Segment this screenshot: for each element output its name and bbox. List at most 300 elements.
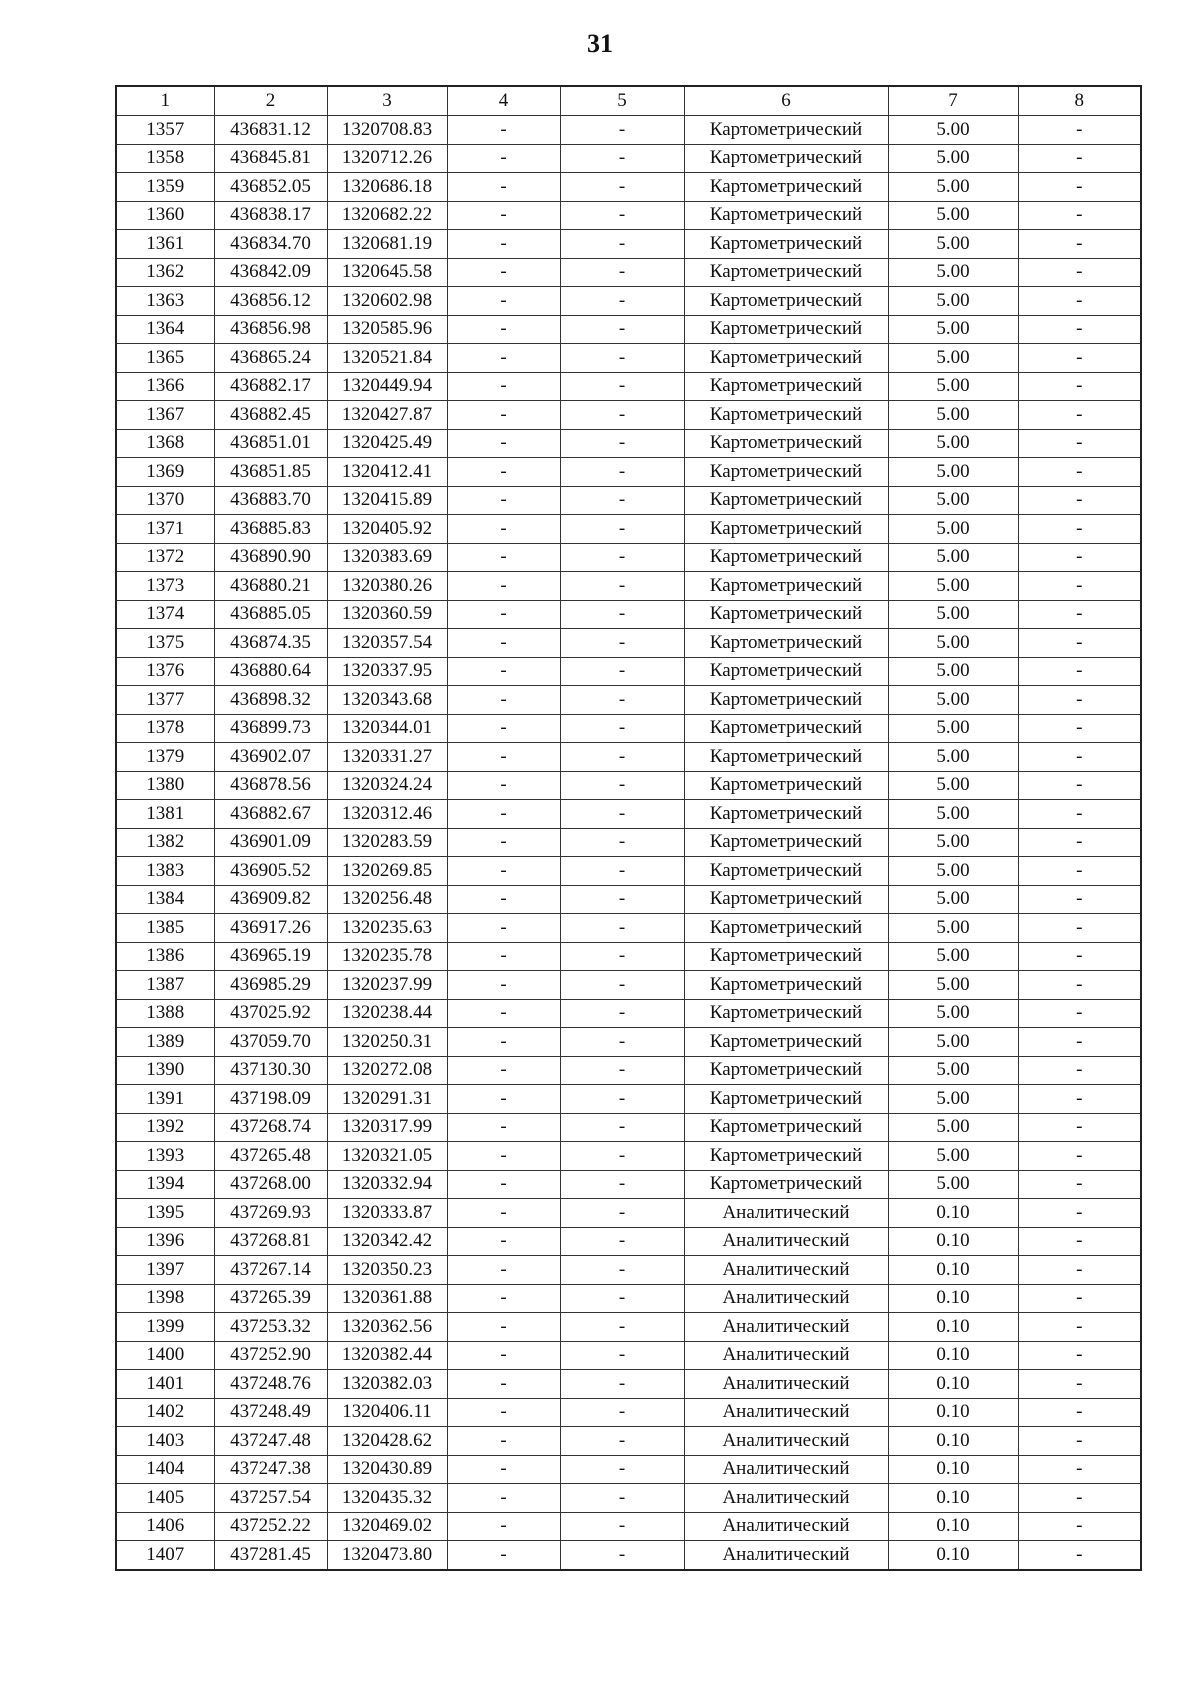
column-8-cell: - bbox=[1018, 1455, 1141, 1484]
x-coordinate-cell: 437257.54 bbox=[214, 1484, 327, 1513]
column-header-3: 3 bbox=[327, 86, 447, 116]
accuracy-cell: 5.00 bbox=[888, 401, 1018, 430]
point-number-cell: 1364 bbox=[116, 315, 214, 344]
x-coordinate-cell: 437267.14 bbox=[214, 1256, 327, 1285]
column-4-cell: - bbox=[447, 1028, 560, 1057]
method-cell: Аналитический bbox=[684, 1341, 888, 1370]
method-cell: Аналитический bbox=[684, 1227, 888, 1256]
accuracy-cell: 5.00 bbox=[888, 144, 1018, 173]
column-4-cell: - bbox=[447, 230, 560, 259]
accuracy-cell: 5.00 bbox=[888, 315, 1018, 344]
column-5-cell: - bbox=[560, 1085, 684, 1114]
column-5-cell: - bbox=[560, 828, 684, 857]
y-coordinate-cell: 1320708.83 bbox=[327, 116, 447, 145]
y-coordinate-cell: 1320415.89 bbox=[327, 486, 447, 515]
column-8-cell: - bbox=[1018, 116, 1141, 145]
table-row bbox=[116, 1227, 1141, 1256]
table-row bbox=[116, 515, 1141, 544]
x-coordinate-cell: 437130.30 bbox=[214, 1056, 327, 1085]
method-cell: Картометрический bbox=[684, 999, 888, 1028]
column-4-cell: - bbox=[447, 885, 560, 914]
column-8-cell: - bbox=[1018, 1113, 1141, 1142]
method-cell: Картометрический bbox=[684, 458, 888, 487]
column-5-cell: - bbox=[560, 800, 684, 829]
method-cell: Картометрический bbox=[684, 344, 888, 373]
accuracy-cell: 0.10 bbox=[888, 1313, 1018, 1342]
x-coordinate-cell: 436909.82 bbox=[214, 885, 327, 914]
point-number-cell: 1399 bbox=[116, 1313, 214, 1342]
point-number-cell: 1380 bbox=[116, 771, 214, 800]
column-4-cell: - bbox=[447, 515, 560, 544]
column-4-cell: - bbox=[447, 116, 560, 145]
y-coordinate-cell: 1320382.44 bbox=[327, 1341, 447, 1370]
method-cell: Картометрический bbox=[684, 942, 888, 971]
column-8-cell: - bbox=[1018, 1284, 1141, 1313]
column-4-cell: - bbox=[447, 1199, 560, 1228]
x-coordinate-cell: 436842.09 bbox=[214, 258, 327, 287]
accuracy-cell: 5.00 bbox=[888, 429, 1018, 458]
column-8-cell: - bbox=[1018, 144, 1141, 173]
accuracy-cell: 5.00 bbox=[888, 1028, 1018, 1057]
column-header-4: 4 bbox=[447, 86, 560, 116]
column-4-cell: - bbox=[447, 258, 560, 287]
y-coordinate-cell: 1320681.19 bbox=[327, 230, 447, 259]
column-5-cell: - bbox=[560, 600, 684, 629]
column-8-cell: - bbox=[1018, 344, 1141, 373]
column-5-cell: - bbox=[560, 1341, 684, 1370]
x-coordinate-cell: 437025.92 bbox=[214, 999, 327, 1028]
header-row bbox=[116, 86, 1141, 116]
method-cell: Картометрический bbox=[684, 914, 888, 943]
method-cell: Аналитический bbox=[684, 1256, 888, 1285]
method-cell: Картометрический bbox=[684, 201, 888, 230]
x-coordinate-cell: 436882.17 bbox=[214, 372, 327, 401]
point-number-cell: 1365 bbox=[116, 344, 214, 373]
point-number-cell: 1384 bbox=[116, 885, 214, 914]
column-4-cell: - bbox=[447, 686, 560, 715]
column-8-cell: - bbox=[1018, 1170, 1141, 1199]
x-coordinate-cell: 436898.32 bbox=[214, 686, 327, 715]
method-cell: Аналитический bbox=[684, 1427, 888, 1456]
y-coordinate-cell: 1320645.58 bbox=[327, 258, 447, 287]
column-4-cell: - bbox=[447, 543, 560, 572]
column-5-cell: - bbox=[560, 543, 684, 572]
accuracy-cell: 5.00 bbox=[888, 714, 1018, 743]
column-header-1: 1 bbox=[116, 86, 214, 116]
y-coordinate-cell: 1320425.49 bbox=[327, 429, 447, 458]
y-coordinate-cell: 1320324.24 bbox=[327, 771, 447, 800]
table-row bbox=[116, 657, 1141, 686]
column-4-cell: - bbox=[447, 1313, 560, 1342]
column-5-cell: - bbox=[560, 201, 684, 230]
x-coordinate-cell: 436965.19 bbox=[214, 942, 327, 971]
column-5-cell: - bbox=[560, 942, 684, 971]
accuracy-cell: 5.00 bbox=[888, 372, 1018, 401]
accuracy-cell: 5.00 bbox=[888, 1142, 1018, 1171]
method-cell: Картометрический bbox=[684, 287, 888, 316]
y-coordinate-cell: 1320272.08 bbox=[327, 1056, 447, 1085]
method-cell: Картометрический bbox=[684, 857, 888, 886]
point-number-cell: 1390 bbox=[116, 1056, 214, 1085]
column-4-cell: - bbox=[447, 714, 560, 743]
y-coordinate-cell: 1320250.31 bbox=[327, 1028, 447, 1057]
table-row bbox=[116, 885, 1141, 914]
column-5-cell: - bbox=[560, 885, 684, 914]
x-coordinate-cell: 437198.09 bbox=[214, 1085, 327, 1114]
x-coordinate-cell: 436902.07 bbox=[214, 743, 327, 772]
table-row bbox=[116, 1284, 1141, 1313]
point-number-cell: 1403 bbox=[116, 1427, 214, 1456]
column-8-cell: - bbox=[1018, 999, 1141, 1028]
table-row bbox=[116, 686, 1141, 715]
y-coordinate-cell: 1320337.95 bbox=[327, 657, 447, 686]
accuracy-cell: 5.00 bbox=[888, 857, 1018, 886]
column-4-cell: - bbox=[447, 1541, 560, 1570]
table-row bbox=[116, 287, 1141, 316]
table-row bbox=[116, 344, 1141, 373]
table-row bbox=[116, 1541, 1141, 1570]
column-4-cell: - bbox=[447, 401, 560, 430]
point-number-cell: 1360 bbox=[116, 201, 214, 230]
method-cell: Картометрический bbox=[684, 771, 888, 800]
point-number-cell: 1357 bbox=[116, 116, 214, 145]
column-5-cell: - bbox=[560, 1256, 684, 1285]
y-coordinate-cell: 1320682.22 bbox=[327, 201, 447, 230]
accuracy-cell: 5.00 bbox=[888, 230, 1018, 259]
accuracy-cell: 0.10 bbox=[888, 1484, 1018, 1513]
point-number-cell: 1367 bbox=[116, 401, 214, 430]
column-5-cell: - bbox=[560, 914, 684, 943]
method-cell: Картометрический bbox=[684, 971, 888, 1000]
accuracy-cell: 5.00 bbox=[888, 515, 1018, 544]
method-cell: Картометрический bbox=[684, 543, 888, 572]
method-cell: Аналитический bbox=[684, 1484, 888, 1513]
method-cell: Картометрический bbox=[684, 572, 888, 601]
point-number-cell: 1383 bbox=[116, 857, 214, 886]
table-row bbox=[116, 201, 1141, 230]
x-coordinate-cell: 436882.67 bbox=[214, 800, 327, 829]
table-row bbox=[116, 800, 1141, 829]
table-row bbox=[116, 572, 1141, 601]
x-coordinate-cell: 436899.73 bbox=[214, 714, 327, 743]
column-4-cell: - bbox=[447, 287, 560, 316]
column-8-cell: - bbox=[1018, 600, 1141, 629]
y-coordinate-cell: 1320435.32 bbox=[327, 1484, 447, 1513]
table-row bbox=[116, 714, 1141, 743]
point-number-cell: 1391 bbox=[116, 1085, 214, 1114]
column-5-cell: - bbox=[560, 344, 684, 373]
x-coordinate-cell: 436883.70 bbox=[214, 486, 327, 515]
table-row bbox=[116, 999, 1141, 1028]
column-8-cell: - bbox=[1018, 258, 1141, 287]
table-row bbox=[116, 144, 1141, 173]
column-4-cell: - bbox=[447, 1455, 560, 1484]
table-row bbox=[116, 1256, 1141, 1285]
point-number-cell: 1397 bbox=[116, 1256, 214, 1285]
point-number-cell: 1401 bbox=[116, 1370, 214, 1399]
table-row bbox=[116, 486, 1141, 515]
point-number-cell: 1398 bbox=[116, 1284, 214, 1313]
method-cell: Картометрический bbox=[684, 629, 888, 658]
point-number-cell: 1386 bbox=[116, 942, 214, 971]
column-header-2: 2 bbox=[214, 86, 327, 116]
y-coordinate-cell: 1320585.96 bbox=[327, 315, 447, 344]
x-coordinate-cell: 437252.90 bbox=[214, 1341, 327, 1370]
accuracy-cell: 5.00 bbox=[888, 971, 1018, 1000]
column-4-cell: - bbox=[447, 942, 560, 971]
column-4-cell: - bbox=[447, 857, 560, 886]
point-number-cell: 1388 bbox=[116, 999, 214, 1028]
x-coordinate-cell: 436838.17 bbox=[214, 201, 327, 230]
column-8-cell: - bbox=[1018, 429, 1141, 458]
column-8-cell: - bbox=[1018, 1056, 1141, 1085]
column-5-cell: - bbox=[560, 1512, 684, 1541]
column-4-cell: - bbox=[447, 828, 560, 857]
point-number-cell: 1366 bbox=[116, 372, 214, 401]
method-cell: Картометрический bbox=[684, 743, 888, 772]
column-4-cell: - bbox=[447, 1484, 560, 1513]
column-5-cell: - bbox=[560, 1028, 684, 1057]
table-row bbox=[116, 372, 1141, 401]
accuracy-cell: 5.00 bbox=[888, 914, 1018, 943]
table-row bbox=[116, 771, 1141, 800]
point-number-cell: 1370 bbox=[116, 486, 214, 515]
column-8-cell: - bbox=[1018, 572, 1141, 601]
y-coordinate-cell: 1320449.94 bbox=[327, 372, 447, 401]
column-8-cell: - bbox=[1018, 173, 1141, 202]
point-number-cell: 1361 bbox=[116, 230, 214, 259]
y-coordinate-cell: 1320712.26 bbox=[327, 144, 447, 173]
column-8-cell: - bbox=[1018, 401, 1141, 430]
column-8-cell: - bbox=[1018, 885, 1141, 914]
method-cell: Картометрический bbox=[684, 1113, 888, 1142]
point-number-cell: 1381 bbox=[116, 800, 214, 829]
method-cell: Картометрический bbox=[684, 828, 888, 857]
column-8-cell: - bbox=[1018, 771, 1141, 800]
y-coordinate-cell: 1320350.23 bbox=[327, 1256, 447, 1285]
column-4-cell: - bbox=[447, 1113, 560, 1142]
column-4-cell: - bbox=[447, 800, 560, 829]
method-cell: Картометрический bbox=[684, 315, 888, 344]
column-8-cell: - bbox=[1018, 543, 1141, 572]
column-5-cell: - bbox=[560, 971, 684, 1000]
column-4-cell: - bbox=[447, 914, 560, 943]
column-5-cell: - bbox=[560, 1227, 684, 1256]
column-header-6: 6 bbox=[684, 86, 888, 116]
accuracy-cell: 0.10 bbox=[888, 1455, 1018, 1484]
x-coordinate-cell: 436880.64 bbox=[214, 657, 327, 686]
point-number-cell: 1406 bbox=[116, 1512, 214, 1541]
y-coordinate-cell: 1320469.02 bbox=[327, 1512, 447, 1541]
column-4-cell: - bbox=[447, 372, 560, 401]
accuracy-cell: 5.00 bbox=[888, 686, 1018, 715]
method-cell: Аналитический bbox=[684, 1455, 888, 1484]
column-8-cell: - bbox=[1018, 1313, 1141, 1342]
column-8-cell: - bbox=[1018, 486, 1141, 515]
point-number-cell: 1385 bbox=[116, 914, 214, 943]
accuracy-cell: 0.10 bbox=[888, 1256, 1018, 1285]
x-coordinate-cell: 437247.48 bbox=[214, 1427, 327, 1456]
y-coordinate-cell: 1320427.87 bbox=[327, 401, 447, 430]
table-row bbox=[116, 1056, 1141, 1085]
column-8-cell: - bbox=[1018, 942, 1141, 971]
accuracy-cell: 0.10 bbox=[888, 1284, 1018, 1313]
method-cell: Картометрический bbox=[684, 800, 888, 829]
y-coordinate-cell: 1320291.31 bbox=[327, 1085, 447, 1114]
column-5-cell: - bbox=[560, 771, 684, 800]
column-4-cell: - bbox=[447, 486, 560, 515]
accuracy-cell: 5.00 bbox=[888, 743, 1018, 772]
column-5-cell: - bbox=[560, 515, 684, 544]
x-coordinate-cell: 437268.81 bbox=[214, 1227, 327, 1256]
column-5-cell: - bbox=[560, 1170, 684, 1199]
table-row bbox=[116, 173, 1141, 202]
column-4-cell: - bbox=[447, 743, 560, 772]
table-row bbox=[116, 1313, 1141, 1342]
point-number-cell: 1378 bbox=[116, 714, 214, 743]
x-coordinate-cell: 436865.24 bbox=[214, 344, 327, 373]
accuracy-cell: 5.00 bbox=[888, 173, 1018, 202]
table-row bbox=[116, 1398, 1141, 1427]
column-5-cell: - bbox=[560, 686, 684, 715]
accuracy-cell: 5.00 bbox=[888, 201, 1018, 230]
point-number-cell: 1372 bbox=[116, 543, 214, 572]
column-8-cell: - bbox=[1018, 1085, 1141, 1114]
column-4-cell: - bbox=[447, 1398, 560, 1427]
x-coordinate-cell: 436851.01 bbox=[214, 429, 327, 458]
accuracy-cell: 5.00 bbox=[888, 287, 1018, 316]
point-number-cell: 1374 bbox=[116, 600, 214, 629]
method-cell: Картометрический bbox=[684, 657, 888, 686]
accuracy-cell: 0.10 bbox=[888, 1227, 1018, 1256]
y-coordinate-cell: 1320521.84 bbox=[327, 344, 447, 373]
column-8-cell: - bbox=[1018, 828, 1141, 857]
y-coordinate-cell: 1320237.99 bbox=[327, 971, 447, 1000]
table-row bbox=[116, 401, 1141, 430]
table-row bbox=[116, 828, 1141, 857]
table-row bbox=[116, 1484, 1141, 1513]
method-cell: Картометрический bbox=[684, 686, 888, 715]
column-8-cell: - bbox=[1018, 1227, 1141, 1256]
table-row bbox=[116, 1028, 1141, 1057]
method-cell: Картометрический bbox=[684, 1028, 888, 1057]
point-number-cell: 1379 bbox=[116, 743, 214, 772]
column-8-cell: - bbox=[1018, 857, 1141, 886]
y-coordinate-cell: 1320343.68 bbox=[327, 686, 447, 715]
column-5-cell: - bbox=[560, 116, 684, 145]
accuracy-cell: 5.00 bbox=[888, 942, 1018, 971]
column-8-cell: - bbox=[1018, 914, 1141, 943]
column-8-cell: - bbox=[1018, 1370, 1141, 1399]
column-5-cell: - bbox=[560, 657, 684, 686]
table-row bbox=[116, 1199, 1141, 1228]
column-5-cell: - bbox=[560, 1056, 684, 1085]
accuracy-cell: 5.00 bbox=[888, 543, 1018, 572]
column-5-cell: - bbox=[560, 230, 684, 259]
column-4-cell: - bbox=[447, 1512, 560, 1541]
column-8-cell: - bbox=[1018, 1398, 1141, 1427]
table-row bbox=[116, 1341, 1141, 1370]
table-row bbox=[116, 1512, 1141, 1541]
method-cell: Картометрический bbox=[684, 230, 888, 259]
x-coordinate-cell: 436878.56 bbox=[214, 771, 327, 800]
column-5-cell: - bbox=[560, 857, 684, 886]
column-8-cell: - bbox=[1018, 800, 1141, 829]
point-number-cell: 1404 bbox=[116, 1455, 214, 1484]
x-coordinate-cell: 436874.35 bbox=[214, 629, 327, 658]
column-8-cell: - bbox=[1018, 1484, 1141, 1513]
method-cell: Аналитический bbox=[684, 1313, 888, 1342]
column-5-cell: - bbox=[560, 173, 684, 202]
point-number-cell: 1395 bbox=[116, 1199, 214, 1228]
point-number-cell: 1392 bbox=[116, 1113, 214, 1142]
column-8-cell: - bbox=[1018, 201, 1141, 230]
column-header-8: 8 bbox=[1018, 86, 1141, 116]
accuracy-cell: 5.00 bbox=[888, 1056, 1018, 1085]
accuracy-cell: 5.00 bbox=[888, 116, 1018, 145]
y-coordinate-cell: 1320383.69 bbox=[327, 543, 447, 572]
y-coordinate-cell: 1320333.87 bbox=[327, 1199, 447, 1228]
table-row bbox=[116, 116, 1141, 145]
accuracy-cell: 5.00 bbox=[888, 486, 1018, 515]
method-cell: Картометрический bbox=[684, 515, 888, 544]
column-4-cell: - bbox=[447, 458, 560, 487]
x-coordinate-cell: 436852.05 bbox=[214, 173, 327, 202]
y-coordinate-cell: 1320332.94 bbox=[327, 1170, 447, 1199]
column-4-cell: - bbox=[447, 572, 560, 601]
x-coordinate-cell: 436985.29 bbox=[214, 971, 327, 1000]
method-cell: Картометрический bbox=[684, 401, 888, 430]
column-4-cell: - bbox=[447, 600, 560, 629]
column-4-cell: - bbox=[447, 429, 560, 458]
x-coordinate-cell: 437253.32 bbox=[214, 1313, 327, 1342]
table-row bbox=[116, 1427, 1141, 1456]
point-number-cell: 1371 bbox=[116, 515, 214, 544]
column-4-cell: - bbox=[447, 657, 560, 686]
column-8-cell: - bbox=[1018, 372, 1141, 401]
column-8-cell: - bbox=[1018, 743, 1141, 772]
method-cell: Аналитический bbox=[684, 1370, 888, 1399]
y-coordinate-cell: 1320235.63 bbox=[327, 914, 447, 943]
point-number-cell: 1402 bbox=[116, 1398, 214, 1427]
method-cell: Картометрический bbox=[684, 372, 888, 401]
point-number-cell: 1396 bbox=[116, 1227, 214, 1256]
y-coordinate-cell: 1320430.89 bbox=[327, 1455, 447, 1484]
column-8-cell: - bbox=[1018, 1512, 1141, 1541]
page-number: 31 bbox=[587, 29, 613, 58]
y-coordinate-cell: 1320357.54 bbox=[327, 629, 447, 658]
method-cell: Аналитический bbox=[684, 1284, 888, 1313]
y-coordinate-cell: 1320238.44 bbox=[327, 999, 447, 1028]
table-row bbox=[116, 543, 1141, 572]
column-5-cell: - bbox=[560, 372, 684, 401]
accuracy-cell: 5.00 bbox=[888, 885, 1018, 914]
column-4-cell: - bbox=[447, 1341, 560, 1370]
column-8-cell: - bbox=[1018, 714, 1141, 743]
y-coordinate-cell: 1320283.59 bbox=[327, 828, 447, 857]
point-number-cell: 1389 bbox=[116, 1028, 214, 1057]
y-coordinate-cell: 1320361.88 bbox=[327, 1284, 447, 1313]
method-cell: Картометрический bbox=[684, 144, 888, 173]
column-4-cell: - bbox=[447, 971, 560, 1000]
column-4-cell: - bbox=[447, 771, 560, 800]
column-5-cell: - bbox=[560, 1113, 684, 1142]
accuracy-cell: 5.00 bbox=[888, 657, 1018, 686]
accuracy-cell: 5.00 bbox=[888, 800, 1018, 829]
column-4-cell: - bbox=[447, 1227, 560, 1256]
x-coordinate-cell: 436917.26 bbox=[214, 914, 327, 943]
column-5-cell: - bbox=[560, 1313, 684, 1342]
